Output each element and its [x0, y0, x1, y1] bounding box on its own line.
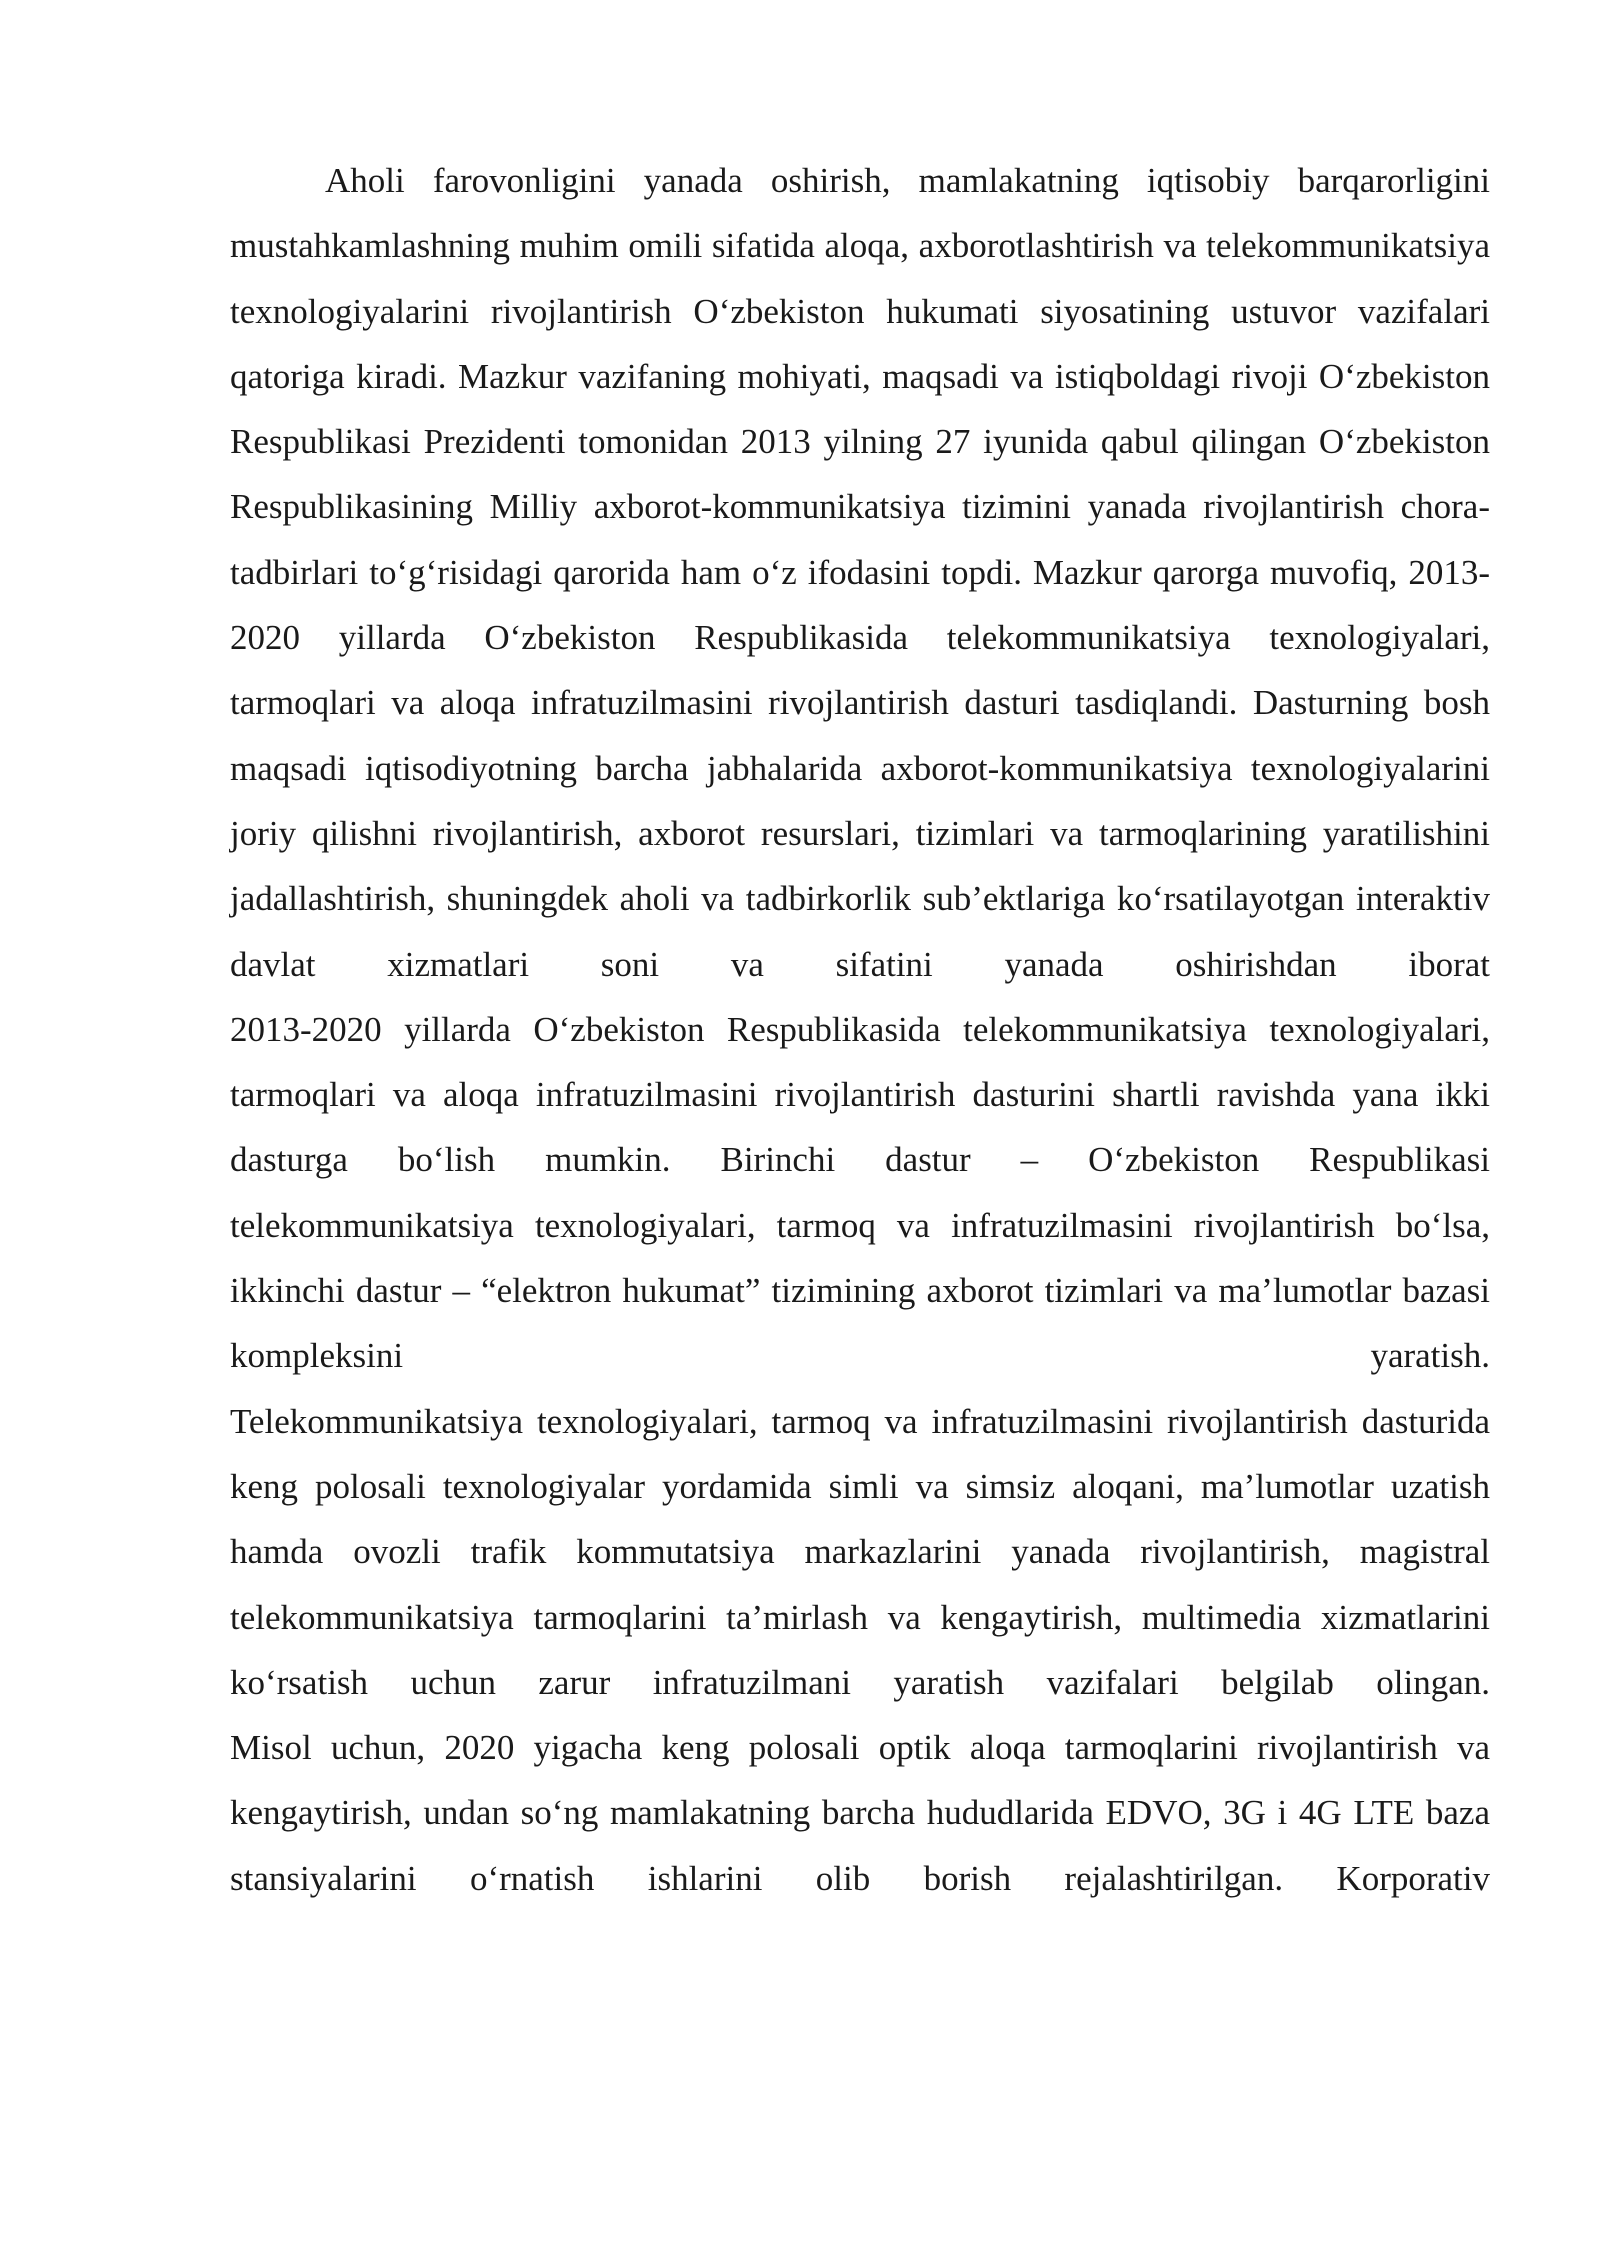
paragraph-3: Telekommunikatsiya texnologiyalari, tarmoq va infratuzilmasini rivojlantirish dasturida keng polosali texnologiyalar yordamida simli va simsiz aloqani, ma’lumotlar uzatish hamda ovozli trafik kommutatsiya markazlarini yanada rivojlantirish, magistral telekommunikatsiya tarmoqlarini ta’mirlash va kengaytirish, multimedia xizmatlarini ko‘rsatish uchun zarur infratuzilmani yaratish vazifalari belgilab olingan. — [230, 1401, 1490, 1702]
document-body — [230, 148, 1490, 1911]
paragraph-1: Aholi farovonligini yanada oshirish, mamlakatning iqtisobiy barqarorligini mustahkamlashning muhim omili sifatida aloqa, axborotlashtirish va telekommunikatsiya texnologiyalarini rivojlantirish O‘zbekiston hukumati siyosatining ustuvor vazifalari qatoriga kiradi. Mazkur vazifaning mohiyati, maqsadi va istiqboldagi rivoji O‘zbekiston Respublikasi Prezidenti tomonidan 2013 yilning 27 iyunida qabul qilingan O‘zbekiston Respublikasining Milliy axborot-kommunikatsiya tizimini yanada rivojlantirish chora-tadbirlari to‘g‘risidagi qarorida ham o‘z ifodasini topdi. Mazkur qarorga muvofiq, 2013-2020 yillarda O‘zbekiston Respublikasida telekommunikatsiya texnologiyalari, tarmoqlari va aloqa infratuzilmasini rivojlantirish dasturi tasdiqlandi. Dasturning bosh maqsadi iqtisodiyotning barcha jabhalarida axborot-kommunikatsiya texnologiyalarini joriy qilishni rivojlantirish, axborot resurslari, tizimlari va tarmoqlarining yaratilishini jadallashtirish, shuningdek aholi va tadbirkorlik sub’ektlariga ko‘rsatilayotgan interaktiv davlat xizmatlari soni va sifatini yanada oshirishdan iborat — [230, 161, 1490, 984]
paragraph-4: Misol uchun, 2020 yigacha keng polosali optik aloqa tarmoqlarini rivojlantirish va kengaytirish, undan so‘ng mamlakatning barcha hududlarida EDVO, 3G i 4G LTE baza stansiyalarini o‘rnatish ishlarini olib borish rejalashtirilgan. Korporativ — [230, 1728, 1490, 1898]
paragraph-2: 2013-2020 yillarda O‘zbekiston Respublikasida telekommunikatsiya texnologiyalari, tarmoqlari va aloqa infratuzilmasini rivojlantirish dasturini shartli ravishda yana ikki dasturga bo‘lish mumkin. Birinchi dastur – O‘zbekiston Respublikasi telekommunikatsiya texnologiyalari, tarmoq va infratuzilmasini rivojlantirish bo‘lsa, ikkinchi dastur – “elektron hukumat” tizimining axborot tizimlari va ma’lumotlar bazasi kompleksini yaratish. — [230, 1009, 1490, 1376]
